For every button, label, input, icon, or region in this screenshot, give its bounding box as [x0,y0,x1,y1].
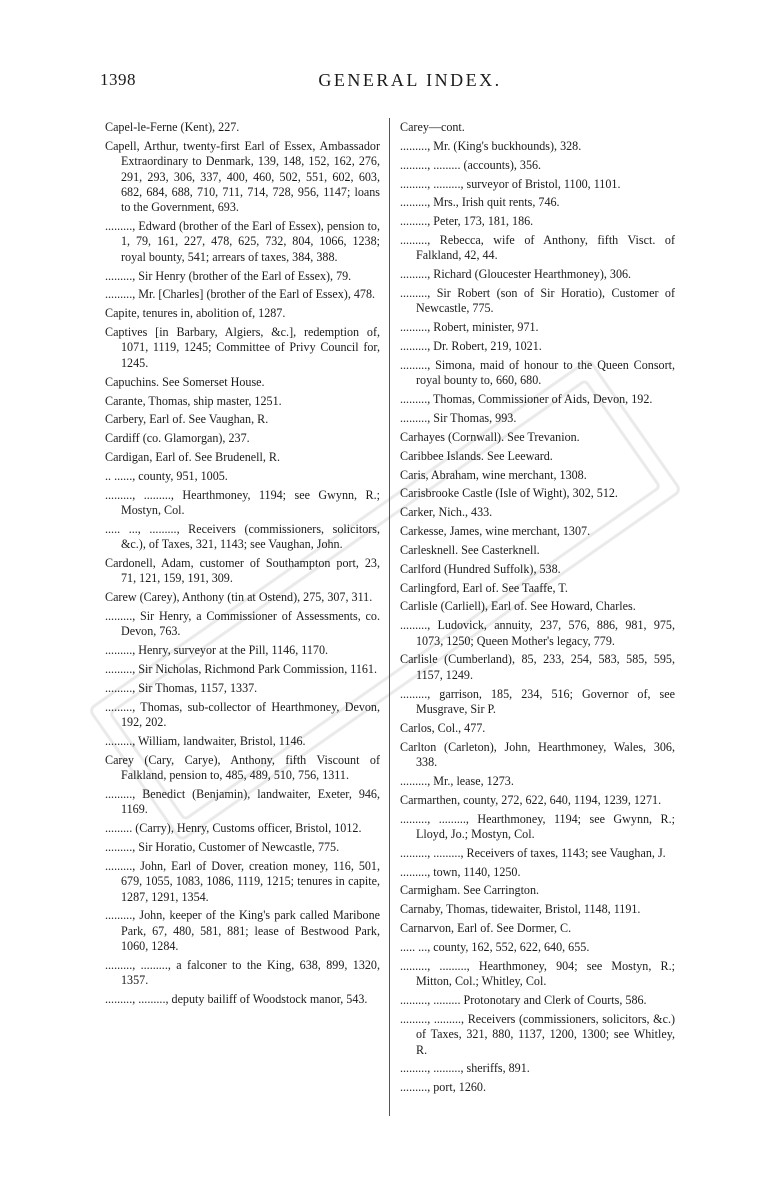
index-entry: ........., Henry, surveyor at the Pill, 1146, 1170. [105,643,329,658]
index-entry: ........., Sir Robert (son of Sir Horatio), Customer of Newcastle, 775. [400,286,675,316]
index-entry: Capel-le-Ferne (Kent), 227. [105,120,240,134]
index-entry: Caris, Abraham, wine merchant, 1308. [400,467,587,482]
index-entry: Carey—cont. [400,120,465,134]
index-entry: ........., ......... (accounts), 356. [400,157,542,172]
index-entry: ........., William, landwaiter, Bristol, 1146. [105,734,306,749]
index-column-right [400,120,675,1099]
index-entry: ........., town, 1140, 1250. [400,864,521,879]
index-entry: Carlesknell. See Casterknell. [400,542,540,557]
index-entry: ........., ........., Hearthmoney, 1194; see Gwynn, R.; Lloyd, Jo.; Mostyn, Col. [400,811,675,841]
index-entry: Capuchins. See Somerset House. [105,374,265,389]
index-entry: Carlisle (Carliell), Earl of. See Howard, Charles. [400,599,636,614]
index-entry: ........., ........., Hearthmoney, 1194; see Gwynn, R.; Mostyn, Col. [105,487,380,518]
index-entry: ........., Rebecca, wife of Anthony, fifth Visct. of Falkland, 42, 44. [400,233,675,263]
index-entry: Carlisle (Cumberland), 85, 233, 254, 583, 585, 595, 1157, 1249. [400,652,675,682]
index-entry: Carlos, Col., 477. [400,720,486,735]
index-entry: ........., ........., Receivers (commissioners, solicitors, &c.) of Taxes, 321, 880, 1137, 1200, 1300; see Whitley, R. [400,1011,675,1057]
index-entry: Carbery, Earl of. See Vaughan, R. [105,412,269,427]
index-column-left [105,120,380,1011]
index-entry: ........., ........., a falconer to the King, 638, 899, 1320, 1357. [105,958,380,988]
index-entry: ..... ..., ........., Receivers (commissioners, solicitors, &c.), of Taxes, 321, 1143; see Vaughan, John. [105,521,380,552]
index-entry: Carnaby, Thomas, tidewaiter, Bristol, 1148, 1191. [400,902,641,917]
index-entry: Carlford (Hundred Suffolk), 538. [400,561,561,576]
index-entry: ........., ........., Hearthmoney, 904; see Mostyn, R.; Mitton, Col.; Whitley, Col. [400,958,675,989]
index-entry: ........., Thomas, sub-collector of Hearthmoney, Devon, 192, 202. [105,699,380,730]
index-entry: ........., Simona, maid of honour to the Queen Consort, royal bounty to, 660, 680. [400,357,675,388]
index-entry: ..... ..., county, 162, 552, 622, 640, 655. [400,939,590,954]
index-entry: Carante, Thomas, ship master, 1251. [105,393,282,408]
index-entry: ........., Sir Nicholas, Richmond Park Commission, 1161. [105,662,377,677]
index-entry: Carhayes (Cornwall). See Trevanion. [400,429,580,444]
index-entry: Capite, tenures in, abolition of, 1287. [105,306,286,321]
index-entry: ........., Sir Thomas, 1157, 1337. [105,681,258,695]
index-entry: ........., ........., surveyor of Bristol, 1100, 1101. [400,176,621,191]
index-entry: Carey (Cary, Carye), Anthony, fifth Viscount of Falkland, pension to, 485, 489, 510, 756, 1311. [105,752,380,783]
index-entry: ........., John, Earl of Dover, creation money, 116, 501, 679, 1055, 1083, 1086, 1119, 1215; tenures in capite, 1287, 1291, 1354. [105,858,380,904]
index-entry: ........., port, 1260. [400,1080,486,1095]
index-entry: Captives [in Barbary, Algiers, &c.], redemption of, 1071, 1119, 1245; Committee of Privy Council for, 1245. [105,325,380,370]
index-entry: Carmarthen, county, 272, 622, 640, 1194, 1239, 1271. [400,792,662,807]
index-entry: ........., Sir Thomas, 993. [400,411,517,425]
index-entry: Carker, Nich., 433. [400,505,493,520]
index-entry: ........., Mrs., Irish quit rents, 746. [400,195,560,210]
index-entry: Capell, Arthur, twenty-first Earl of Essex, Ambassador Extraordinary to Denmark, 139, 148, 152, 162, 276, 291, 293, 306, 337, 400, 460, 502, 551, 602, 603, 682, 684, 688, 710, 711, 714, 728, 956, 1147; loans to the Government, 693. [105,138,380,215]
index-entry: ........., Edward (brother of the Earl of Essex), pension to, 1, 79, 161, 227, 478, 625, 732, 804, 1066, 1238; royal bounty, 541; arrears of taxes, 384, 388. [105,219,380,264]
index-entry: ........., ......... Protonotary and Clerk of Courts, 586. [400,993,647,1007]
index-entry: Carnarvon, Earl of. See Dormer, C. [400,921,572,936]
index-entry: Carlingford, Earl of. See Taaffe, T. [400,580,568,595]
index-entry: Cardigan, Earl of. See Brudenell, R. [105,450,280,465]
index-entry: ........., John, keeper of the King's park called Maribone Park, 67, 480, 581, 881; lease of Bestwood Park, 1060, 1284. [105,908,380,954]
index-entry: ........., Mr., lease, 1273. [400,773,514,788]
index-entry: Carisbrooke Castle (Isle of Wight), 302, 512. [400,486,618,501]
running-title: GENERAL INDEX. [318,70,502,90]
index-entry: Cardonell, Adam, customer of Southampton port, 23, 71, 121, 159, 191, 309. [105,556,380,586]
index-entry: ........., Sir Horatio, Customer of Newcastle, 775. [105,840,340,855]
index-entry: Carlton (Carleton), John, Hearthmoney, Wales, 306, 338. [400,739,675,770]
index-entry: ........., Richard (Gloucester Hearthmoney), 306. [400,267,632,282]
index-entry: Carew (Carey), Anthony (tin at Ostend), 275, 307, 311. [105,590,373,605]
index-entry: Carmigham. See Carrington. [400,883,540,898]
page-header [100,70,670,94]
index-entry: ........., Sir Henry (brother of the Earl of Essex), 79. [105,268,352,283]
index-entry: ........., Sir Henry, a Commissioner of Assessments, co. Devon, 763. [105,609,380,639]
index-entry: ......... (Carry), Henry, Customs officer, Bristol, 1012. [105,821,362,836]
index-entry: ........., Robert, minister, 971. [400,320,539,335]
index-entry: ........., Benedict (Benjamin), landwaiter, Exeter, 946, 1169. [105,787,380,817]
index-entry: Cardiff (co. Glamorgan), 237. [105,431,250,446]
index-entry: ........., Ludovick, annuity, 237, 576, 886, 981, 975, 1073, 1250; Queen Mother's legacy, 779. [400,618,675,648]
index-entry: Carkesse, James, wine merchant, 1307. [400,524,591,539]
index-entry: ........., garrison, 185, 234, 516; Governor of, see Musgrave, Sir P. [400,686,675,716]
index-entry: ........., Mr. [Charles] (brother of the Earl of Essex), 478. [105,287,376,302]
column-divider [389,118,390,1116]
index-entry: ........., Mr. (King's buckhounds), 328. [400,138,582,153]
index-entry: Caribbee Islands. See Leeward. [400,448,553,463]
index-entry: ........., ........., Receivers of taxes, 1143; see Vaughan, J. [400,845,666,860]
index-entry: ........., ........., sheriffs, 891. [400,1061,530,1076]
index-entry: ........., Dr. Robert, 219, 1021. [400,339,542,354]
index-entry: ........., Thomas, Commissioner of Aids, Devon, 192. [400,392,653,407]
index-entry: .. ......, county, 951, 1005. [105,468,228,483]
page-number: 1398 [100,70,136,89]
index-entry: ........., Peter, 173, 181, 186. [400,214,534,229]
index-entry: ........., ........., deputy bailiff of Woodstock manor, 543. [105,992,368,1007]
